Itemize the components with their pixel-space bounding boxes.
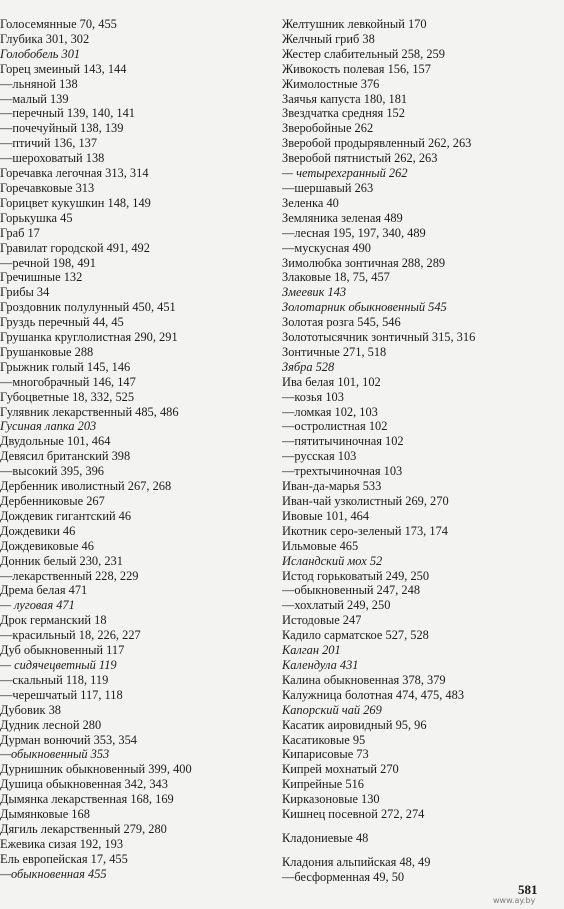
index-entry: Граб 17: [0, 225, 40, 240]
index-entry: Девясил британский 398: [0, 449, 131, 464]
index-entry: Дурнишник обыкновенный 399, 400: [0, 762, 192, 777]
index-entry: Калина обыкновенная 378, 379: [282, 672, 446, 687]
index-entry: Зимолюбка зонтичная 288, 289: [282, 255, 446, 270]
index-entry: Дымянковые 168: [0, 807, 90, 822]
index-entry: Дурман вонючий 353, 354: [0, 732, 137, 747]
index-entry: Дождевик гигантский 46: [0, 508, 132, 523]
index-entry: Жимолостные 376: [282, 76, 380, 91]
index-entry: Голобобель 301: [0, 46, 81, 61]
index-entry: Кирказоновые 130: [282, 792, 380, 807]
page-number: 581: [518, 882, 538, 897]
index-entry: Дербенник иволистный 267, 268: [0, 479, 172, 494]
index-entry: Грушанковые 288: [0, 344, 94, 359]
index-entry: Грушанка круглолистная 290, 291: [0, 330, 178, 345]
index-entry: — сидячецветный 119: [0, 657, 117, 672]
index-entry: Кладония альпийская 48, 49: [282, 854, 431, 869]
index-entry: Зверобой продырявленный 262, 263: [282, 136, 472, 151]
index-entry: Ильмовые 465: [282, 538, 359, 553]
index-entry: Ежевика сизая 192, 193: [0, 836, 124, 851]
index-entry: —обыкновенный 353: [0, 747, 110, 762]
index-entry: —козья 103: [282, 389, 344, 404]
index-entry: Звездчатка средняя 152: [282, 106, 405, 121]
index-entry: Ивовые 101, 464: [282, 508, 370, 523]
index-entry: —остролистная 102: [282, 419, 388, 434]
index-entry: Дудник лесной 280: [0, 717, 102, 732]
index-entry: Калган 201: [282, 643, 341, 658]
index-entry: Змеевик 143: [282, 285, 347, 300]
index-entry: Горечавковые 313: [0, 180, 95, 195]
index-entry: — луговая 471: [0, 598, 75, 613]
index-entry: Кипрейные 516: [282, 777, 364, 792]
index-entry: Иван-да-марья 533: [282, 479, 382, 494]
index-entry: —красильный 18, 226, 227: [0, 628, 141, 643]
index-entry: Дождевики 46: [0, 523, 76, 538]
index-entry: Золототысячник зонтичный 315, 316: [282, 330, 476, 345]
index-entry: Ель европейская 17, 455: [0, 851, 128, 866]
index-entry: Ива белая 101, 102: [282, 374, 381, 389]
index-entry: —шероховатый 138: [0, 151, 105, 166]
index-entry: — четырехгранный 262: [282, 166, 408, 181]
index-entry: Кишнец посевной 272, 274: [282, 807, 425, 822]
index-entry: Истодовые 247: [282, 613, 362, 628]
index-entry: Икотник серо-зеленый 173, 174: [282, 523, 448, 538]
index-entry: —малый 139: [0, 91, 69, 106]
index-entry: Донник белый 230, 231: [0, 553, 123, 568]
index-entry: —птичий 136, 137: [0, 136, 98, 151]
index-entry: —обыкновенный 247, 248: [282, 583, 421, 598]
index-entry: Дербенниковые 267: [0, 494, 105, 508]
index-entry: —мускусная 490: [282, 240, 371, 255]
index-entry: —обыкновенная 455: [0, 866, 107, 881]
index-entry: Горечавка легочная 313, 314: [0, 166, 149, 181]
index-entry: Дрема белая 471: [0, 583, 88, 598]
index-entry: Гусиная лапка 203: [0, 419, 97, 434]
index-entry: Зверобойные 262: [282, 121, 374, 136]
index-entry: Горькушка 45: [0, 210, 73, 225]
index-entry: Кипрей мохнатый 270: [282, 762, 399, 777]
index-entry: Гулявник лекарственный 485, 486: [0, 404, 179, 419]
index-entry: Дымянка лекарственная 168, 169: [0, 792, 174, 807]
index-entry: —шершавый 263: [282, 180, 374, 195]
index-entry: Исландский мох 52: [282, 553, 383, 568]
index-entry: Голосемянные 70, 455: [0, 17, 117, 31]
index-entry: Капорский чай 269: [282, 702, 382, 717]
index-entry: —многобрачный 146, 147: [0, 374, 136, 389]
index-entry: Живокость полевая 156, 157: [282, 61, 431, 76]
index-entry: Касатиковые 95: [282, 732, 366, 747]
index-entry: Гроздовник полулунный 450, 451: [0, 300, 176, 315]
index-entry: —скальный 118, 119: [0, 672, 109, 687]
index-entry: Дождевиковые 46: [0, 538, 94, 553]
index-entry: Истод горьковатый 249, 250: [282, 568, 430, 583]
index-entry: Двудольные 101, 464: [0, 434, 111, 449]
index-entry: Губоцветные 18, 332, 525: [0, 389, 135, 404]
index-entry: Дягиль лекарственный 279, 280: [0, 821, 167, 836]
index-entry: Золотарник обыкновенный 545: [282, 300, 447, 315]
index-entry: Желтушник левкойный 170: [282, 17, 427, 31]
index-entry: —льняной 138: [0, 76, 78, 91]
index-entry: —лесная 195, 197, 340, 489: [282, 225, 426, 240]
index-entry: Заячья капуста 180, 181: [282, 91, 408, 106]
index-entry: Калужница болотная 474, 475, 483: [282, 687, 465, 702]
index-entry: Кладониевые 48: [282, 830, 369, 845]
index-entry: Календула 431: [282, 657, 359, 672]
index-entry: Горец змеиный 143, 144: [0, 61, 127, 76]
index-entry: —бесформенная 49, 50: [282, 869, 405, 884]
index-entry: Земляника зеленая 489: [282, 210, 403, 225]
watermark: www.ay.by: [493, 896, 536, 905]
index-entry: —хохлатый 249, 250: [282, 598, 391, 613]
index-entry: Глубика 301, 302: [0, 31, 90, 46]
index-entry: Золотая розга 545, 546: [282, 315, 401, 330]
index-entry: Гравилат городской 491, 492: [0, 240, 150, 255]
index-entry: —трехтычиночная 103: [282, 464, 403, 479]
index-entry: Жестер слабительный 258, 259: [282, 46, 445, 61]
index-entry: —перечный 139, 140, 141: [0, 106, 135, 121]
index-entry: Касатик аировидный 95, 96: [282, 717, 427, 732]
index-entry: —ломкая 102, 103: [282, 404, 378, 419]
index-entry: Зонтичные 271, 518: [282, 344, 387, 359]
index-entry: —пятитычиночная 102: [282, 434, 404, 449]
index-entry: Зверобой пятнистый 262, 263: [282, 151, 438, 166]
index-entry: —русская 103: [282, 449, 357, 464]
index-entry: Горицвет кукушкин 148, 149: [0, 195, 151, 210]
index-entry: Гречишные 132: [0, 270, 83, 285]
index-entry: Желчный гриб 38: [282, 31, 375, 46]
index-entry: Душица обыкновенная 342, 343: [0, 777, 168, 792]
index-entry: Дрок германский 18: [0, 613, 107, 628]
index-entry: Грыжник голый 145, 146: [0, 359, 131, 374]
index-entry: Дубовик 38: [0, 702, 61, 717]
index-entry: —высокий 395, 396: [0, 464, 105, 479]
index-entry: Дуб обыкновенный 117: [0, 643, 125, 658]
index-column-right: [282, 17, 564, 885]
index-entry: —лекарственный 228, 229: [0, 568, 139, 583]
index-entry: Зеленка 40: [282, 195, 339, 210]
index-entry: Зябра 528: [282, 359, 335, 374]
index-entry: Кипарисовые 73: [282, 747, 369, 762]
index-entry: Иван-чай узколистный 269, 270: [282, 494, 449, 508]
index-entry: Грибы 34: [0, 285, 50, 300]
index-column-left: [0, 17, 262, 882]
index-entry: Груздь перечный 44, 45: [0, 315, 124, 330]
index-entry: —почечуйный 138, 139: [0, 121, 124, 136]
index-entry: —черешчатый 117, 118: [0, 687, 123, 702]
index-entry: Злаковые 18, 75, 457: [282, 270, 390, 285]
index-entry: —речной 198, 491: [0, 255, 96, 270]
index-entry: Кадило сарматское 527, 528: [282, 628, 429, 643]
